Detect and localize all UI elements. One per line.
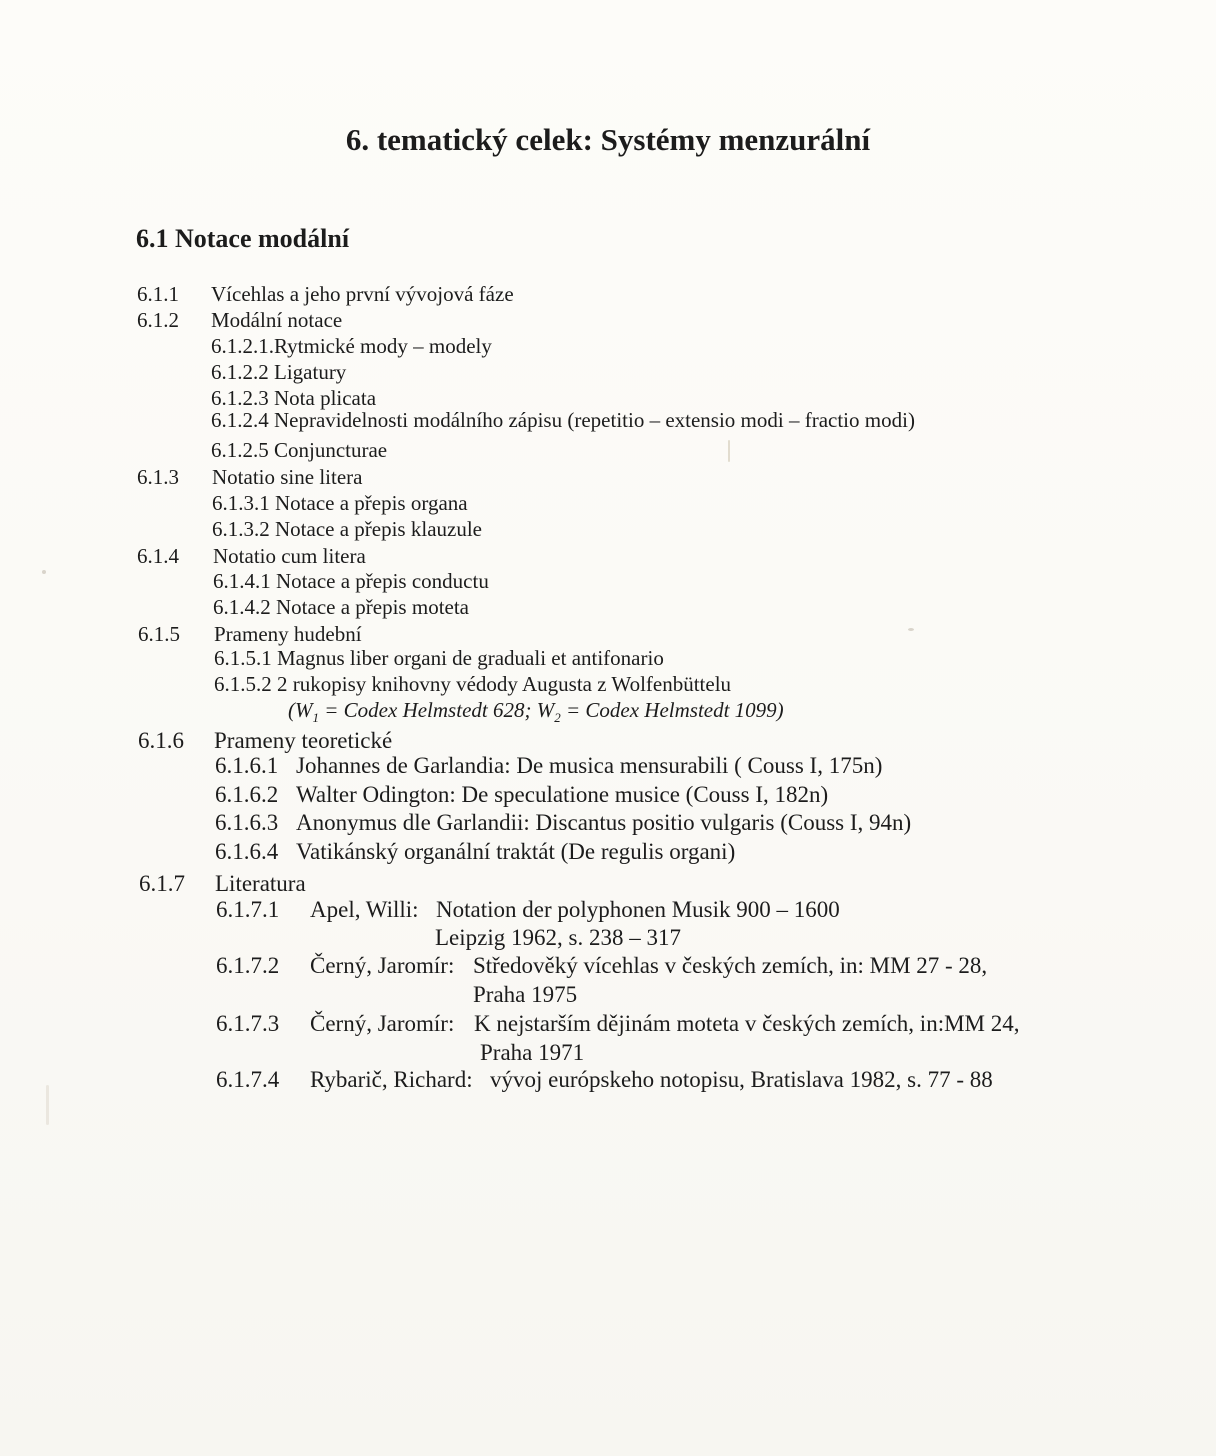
entry-author: Černý, Jaromír: bbox=[310, 953, 455, 978]
scan-speck bbox=[908, 628, 914, 631]
item-number: 6.1.7.2 bbox=[216, 953, 280, 978]
item-text: 6.1.5.1 Magnus liber organi de graduali et antifonario bbox=[214, 646, 664, 670]
section-heading: 6.1 Notace modální bbox=[136, 224, 350, 253]
item-number: 6.1.6 bbox=[138, 728, 184, 753]
item-text: Vícehlas a jeho první vývojová fáze bbox=[211, 282, 514, 306]
item-number: 6.1.2 bbox=[137, 308, 179, 332]
item-number: 6.1.6.4 bbox=[215, 839, 279, 864]
item-number: 6.1.6.3 bbox=[215, 810, 279, 835]
item-text: Johannes de Garlandia: De musica mensurabili ( Couss I, 175n) bbox=[296, 753, 883, 778]
item-number: 6.1.7.3 bbox=[216, 1011, 280, 1036]
scan-speck bbox=[46, 1085, 49, 1125]
entry-title: Středověký vícehlas v českých zemích, in: MM 27 - 28, bbox=[473, 953, 988, 978]
entry-title: Notation der polyphonen Musik 900 – 1600 bbox=[436, 897, 840, 922]
item-text: 6.1.5.2 2 rukopisy knihovny védody Augusta z Wolfenbüttelu bbox=[214, 672, 732, 696]
item-text: 6.1.2.3 Nota plicata bbox=[211, 386, 377, 410]
item-number: 6.1.5 bbox=[138, 622, 180, 646]
item-text: 6.1.4.2 Notace a přepis moteta bbox=[213, 595, 469, 619]
item-text: 6.1.4.1 Notace a přepis conductu bbox=[213, 569, 489, 593]
item-text: 6.1.3.2 Notace a přepis klauzule bbox=[212, 517, 482, 541]
item-text: Notatio sine litera bbox=[212, 465, 363, 489]
entry-continuation: Praha 1971 bbox=[480, 1040, 585, 1065]
item-text: ($W_1$ = Codex Helmstedt 628; $W_2$ = Codex Helmstedt 1099) bbox=[288, 698, 784, 726]
scan-speck bbox=[42, 570, 46, 574]
item-number: 6.1.6.1 bbox=[215, 753, 279, 778]
item-text: 6.1.3.1 Notace a přepis organa bbox=[212, 491, 468, 515]
item-text: Walter Odington: De speculatione musice (Couss I, 182n) bbox=[296, 782, 829, 807]
document-title: 6. tematický celek: Systémy menzurální bbox=[345, 122, 871, 157]
item-number: 6.1.1 bbox=[137, 282, 179, 306]
entry-author: Apel, Willi: bbox=[310, 897, 419, 922]
item-text: Vatikánský organální traktát (De regulis organi) bbox=[296, 839, 736, 864]
item-text: Anonymus dle Garlandii: Discantus positio vulgaris (Couss I, 94n) bbox=[296, 810, 912, 835]
item-text: Literatura bbox=[215, 871, 306, 896]
item-text: 6.1.2.5 Conjuncturae bbox=[211, 438, 388, 462]
item-number: 6.1.6.2 bbox=[215, 782, 279, 807]
item-number: 6.1.7.4 bbox=[216, 1067, 280, 1092]
entry-title: vývoj európskeho notopisu, Bratislava 1982, s. 77 - 88 bbox=[490, 1067, 993, 1092]
item-text: Prameny hudební bbox=[214, 622, 362, 646]
item-text: Notatio cum litera bbox=[213, 544, 366, 568]
entry-continuation: Praha 1975 bbox=[473, 982, 578, 1007]
entry-continuation: Leipzig 1962, s. 238 – 317 bbox=[435, 925, 681, 950]
item-number: 6.1.7.1 bbox=[216, 897, 280, 922]
item-text: 6.1.2.4 Nepravidelnosti modálního zápisu (repetitio – extensio modi – fractio modi) bbox=[211, 408, 915, 432]
item-text: Prameny teoretické bbox=[214, 728, 393, 753]
entry-author: Rybarič, Richard: bbox=[310, 1067, 473, 1092]
item-text: 6.1.2.2 Ligatury bbox=[211, 360, 347, 384]
item-number: 6.1.7 bbox=[139, 871, 185, 896]
scan-speck bbox=[728, 440, 730, 462]
entry-author: Černý, Jaromír: bbox=[310, 1011, 455, 1036]
entry-title: K nejstarším dějinám moteta v českých zemích, in:MM 24, bbox=[474, 1011, 1020, 1036]
item-text: 6.1.2.1.Rytmické mody – modely bbox=[211, 334, 492, 358]
item-text: Modální notace bbox=[211, 308, 343, 332]
item-number: 6.1.3 bbox=[137, 465, 179, 489]
item-number: 6.1.4 bbox=[137, 544, 179, 568]
